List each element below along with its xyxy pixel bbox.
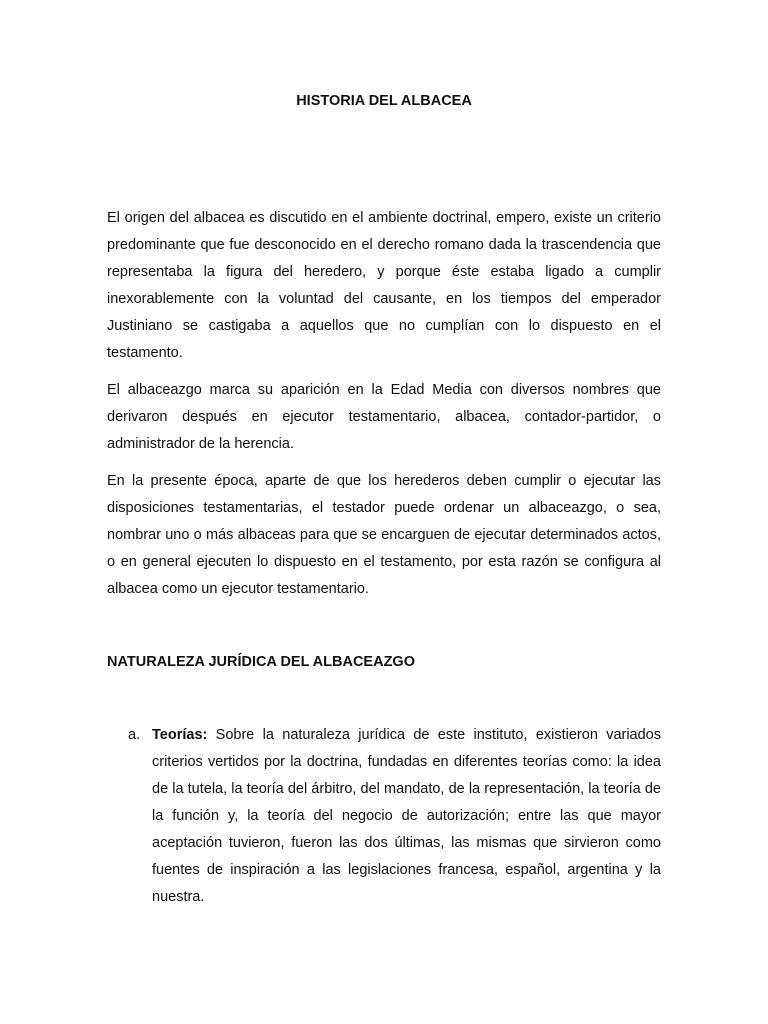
paragraph-middle-ages: El albaceazgo marca su aparición en la Edad Media con diversos nombres que derivaron después en ejecutor testamentario, albacea, contador-partidor, o administrador de la herencia.	[107, 382, 661, 452]
list-text: Sobre la naturaleza jurídica de este instituto, existieron variados criterios vertidos por la doctrina, fundadas en diferentes teorías como: la idea de la tutela, la teoría del árbitro, del mandato, de la representación, la teoría de la función y, la teoría del negocio de autorización; entre las que mayor aceptación tuvieron, fueron las dos últimas, las mismas que sirvieron como fuentes de inspiración a las legislaciones francesa, español, argentina y la nuestra.	[152, 727, 661, 905]
section-heading: NATURALEZA JURÍDICA DEL ALBACEAZGO	[107, 654, 415, 670]
document-title: HISTORIA DEL ALBACEA	[296, 93, 472, 109]
body-text	[107, 205, 661, 613]
theories-list	[107, 722, 661, 911]
list-term: Teorías:	[152, 727, 208, 743]
paragraph-origin: El origen del albacea es discutido en el ambiente doctrinal, empero, existe un criterio predominante que fue desconocido en el derecho romano dada la trascendencia que representaba la figura del heredero, y porque éste estaba ligado a cumplir inexorablemente con la voluntad del causante, en los tiempos del emperador Justiniano se castigaba a aquellos que no cumplían con lo dispuesto en el testamento.	[107, 210, 661, 361]
list-item	[107, 722, 661, 911]
paragraph-present-era: En la presente época, aparte de que los herederos deben cumplir o ejecutar las disposiciones testamentarias, el testador puede ordenar un albaceazgo, o sea, nombrar uno o más albaceas para que se encarguen de ejecutar determinados actos, o en general ejecuten lo dispuesto en el testamento, por esta razón se configura al albacea como un ejecutor testamentario.	[107, 473, 661, 597]
list-marker: a.	[128, 727, 141, 743]
